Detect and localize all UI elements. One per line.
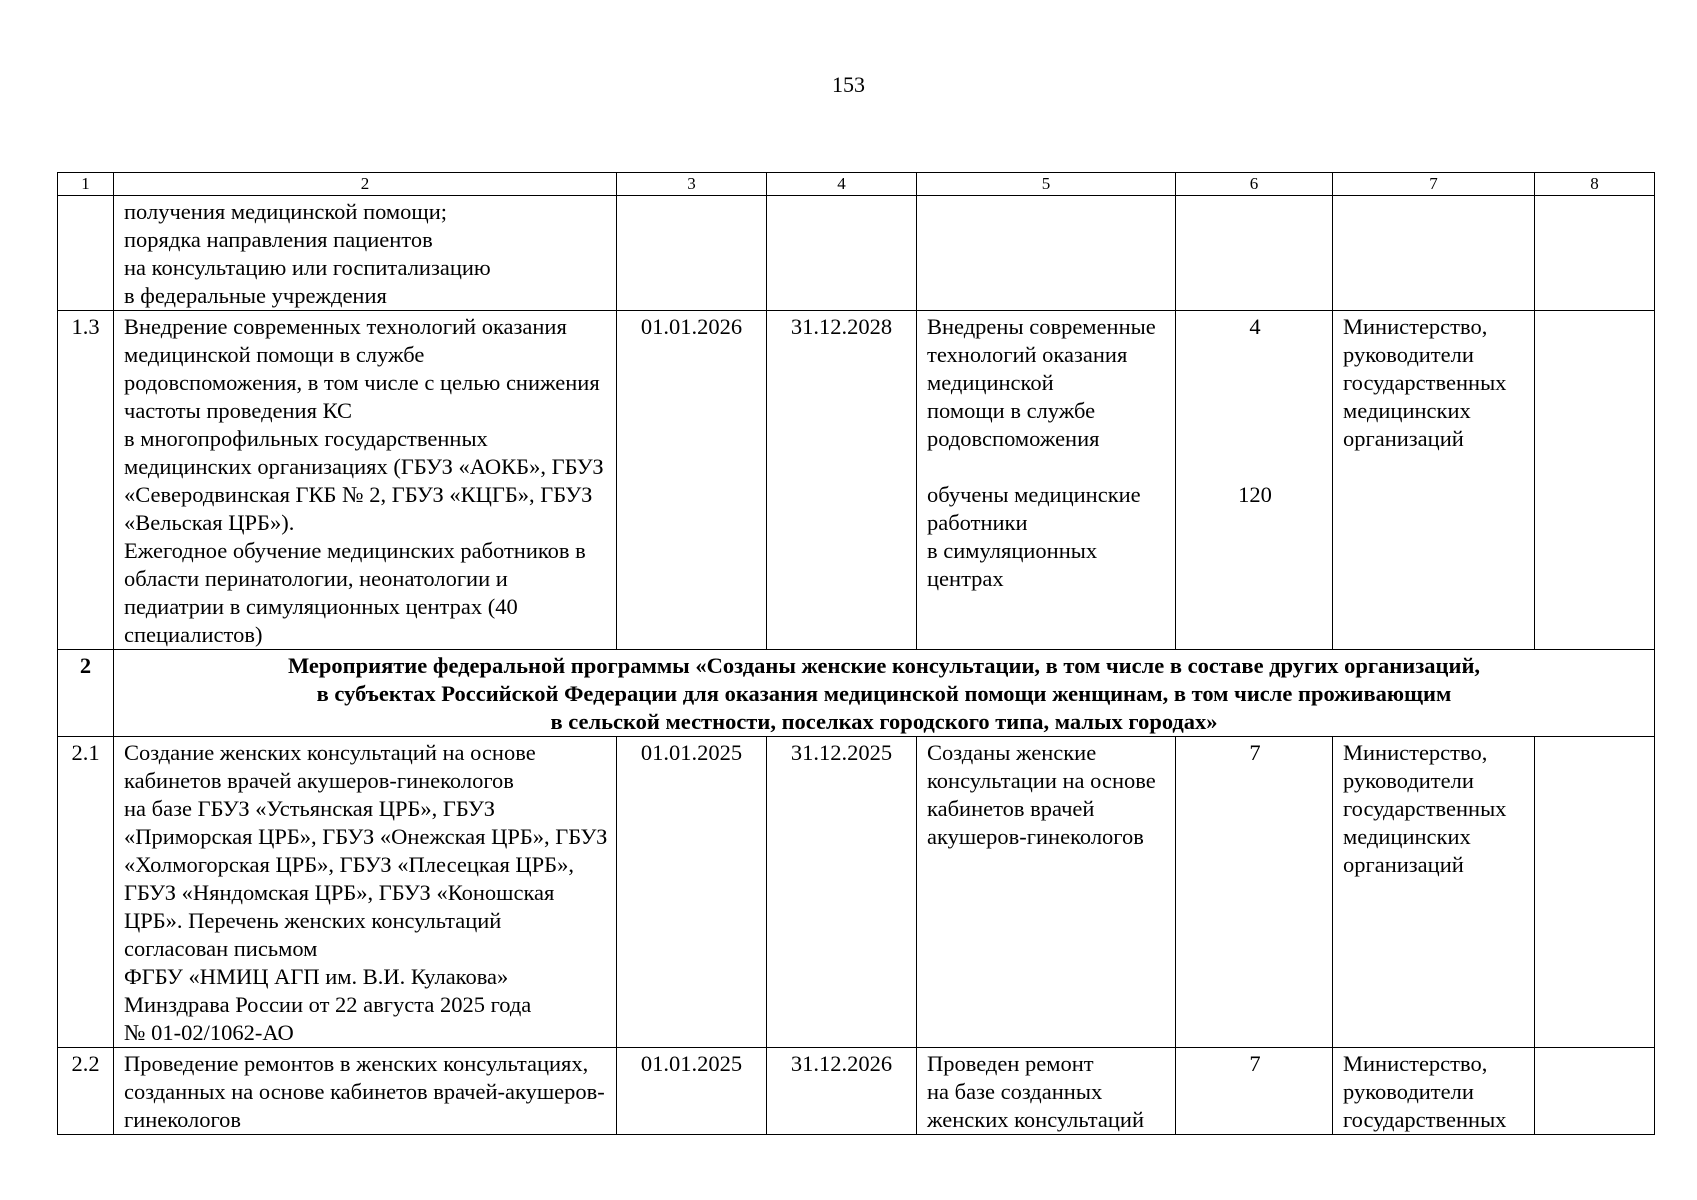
responsible-cell: Министерство, руководители государственных медицинских организаций: [1333, 311, 1535, 650]
column-number-row: [58, 173, 1655, 196]
table-row: [58, 311, 1655, 650]
end-date-cell: 31.12.2025: [767, 737, 917, 1048]
note-cell: [1535, 311, 1655, 650]
result-cell: Внедрены современные технологий оказания медицинской помощи в службе родовспоможения обучены медицинские работники в симуляционных центрах: [917, 311, 1176, 650]
end-date-cell: 31.12.2028: [767, 311, 917, 650]
start-date-cell: [617, 196, 767, 311]
column-number: 3: [617, 173, 767, 196]
row-number: [58, 196, 114, 311]
column-number: 2: [114, 173, 617, 196]
activity-cell: Внедрение современных технологий оказания медицинской помощи в службе родовспоможения, в том числе с целью снижения частоты проведения КС в многопрофильных государственных медицинских организациях (ГБУЗ «АОКБ», ГБУЗ «Северодвинская ГКБ № 2, ГБУЗ «КЦГБ», ГБУЗ «Вельская ЦРБ»). Ежегодное обучение медицинских работников в области перинатологии, неонатологии и педиатрии в симуляционных центрах (40 специалистов): [114, 311, 617, 650]
responsible-cell: Министерство, руководители государственных медицинских организаций: [1333, 737, 1535, 1048]
table-row: [58, 1048, 1655, 1135]
row-number: 2.2: [58, 1048, 114, 1135]
row-number: 2.1: [58, 737, 114, 1048]
result-cell: Проведен ремонт на базе созданных женских консультаций: [917, 1048, 1176, 1135]
column-number: 7: [1333, 173, 1535, 196]
activity-cell: Проведение ремонтов в женских консультациях, созданных на основе кабинетов врачей-акушеров-гинекологов: [114, 1048, 617, 1135]
end-date-cell: [767, 196, 917, 311]
value-cell: 7: [1176, 737, 1333, 1048]
column-number: 5: [917, 173, 1176, 196]
result-cell: Созданы женские консультации на основе кабинетов врачей акушеров-гинекологов: [917, 737, 1176, 1048]
column-number: 1: [58, 173, 114, 196]
start-date-cell: 01.01.2025: [617, 737, 767, 1048]
value-cell: 7: [1176, 1048, 1333, 1135]
section-header-row: [58, 650, 1655, 737]
value-cell: 4 120: [1176, 311, 1333, 650]
responsible-cell: Министерство, руководители государственных: [1333, 1048, 1535, 1135]
page-number: 153: [832, 72, 865, 97]
note-cell: [1535, 196, 1655, 311]
note-cell: [1535, 737, 1655, 1048]
column-number: 8: [1535, 173, 1655, 196]
note-cell: [1535, 1048, 1655, 1135]
end-date-cell: 31.12.2026: [767, 1048, 917, 1135]
section-title: Мероприятие федеральной программы «Созданы женские консультации, в том числе в составе других организаций, в субъектах Российской Федерации для оказания медицинской помощи женщинам, в том числе проживающим в сельской местности, поселках городского типа, малых городах»: [114, 650, 1655, 737]
row-number: 1.3: [58, 311, 114, 650]
activity-cell: Создание женских консультаций на основе кабинетов врачей акушеров-гинекологов на базе ГБУЗ «Устьянская ЦРБ», ГБУЗ «Приморская ЦРБ», ГБУЗ «Онежская ЦРБ», ГБУЗ «Холмогорская ЦРБ», ГБУЗ «Плесецкая ЦРБ», ГБУЗ «Няндомская ЦРБ», ГБУЗ «Коношская ЦРБ». Перечень женских консультаций согласован письмом ФГБУ «НМИЦ АГП им. В.И. Кулакова» Минздрава России от 22 августа 2025 года № 01-02/1062-АО: [114, 737, 617, 1048]
start-date-cell: 01.01.2025: [617, 1048, 767, 1135]
result-cell: [917, 196, 1176, 311]
start-date-cell: 01.01.2026: [617, 311, 767, 650]
measures-table: [57, 172, 1655, 1135]
table-row: [58, 196, 1655, 311]
column-number: 4: [767, 173, 917, 196]
responsible-cell: [1333, 196, 1535, 311]
column-number: 6: [1176, 173, 1333, 196]
value-cell: [1176, 196, 1333, 311]
activity-cell: получения медицинской помощи; порядка направления пациентов на консультацию или госпитализацию в федеральные учреждения: [114, 196, 617, 311]
section-number: 2: [58, 650, 114, 737]
table-row: [58, 737, 1655, 1048]
